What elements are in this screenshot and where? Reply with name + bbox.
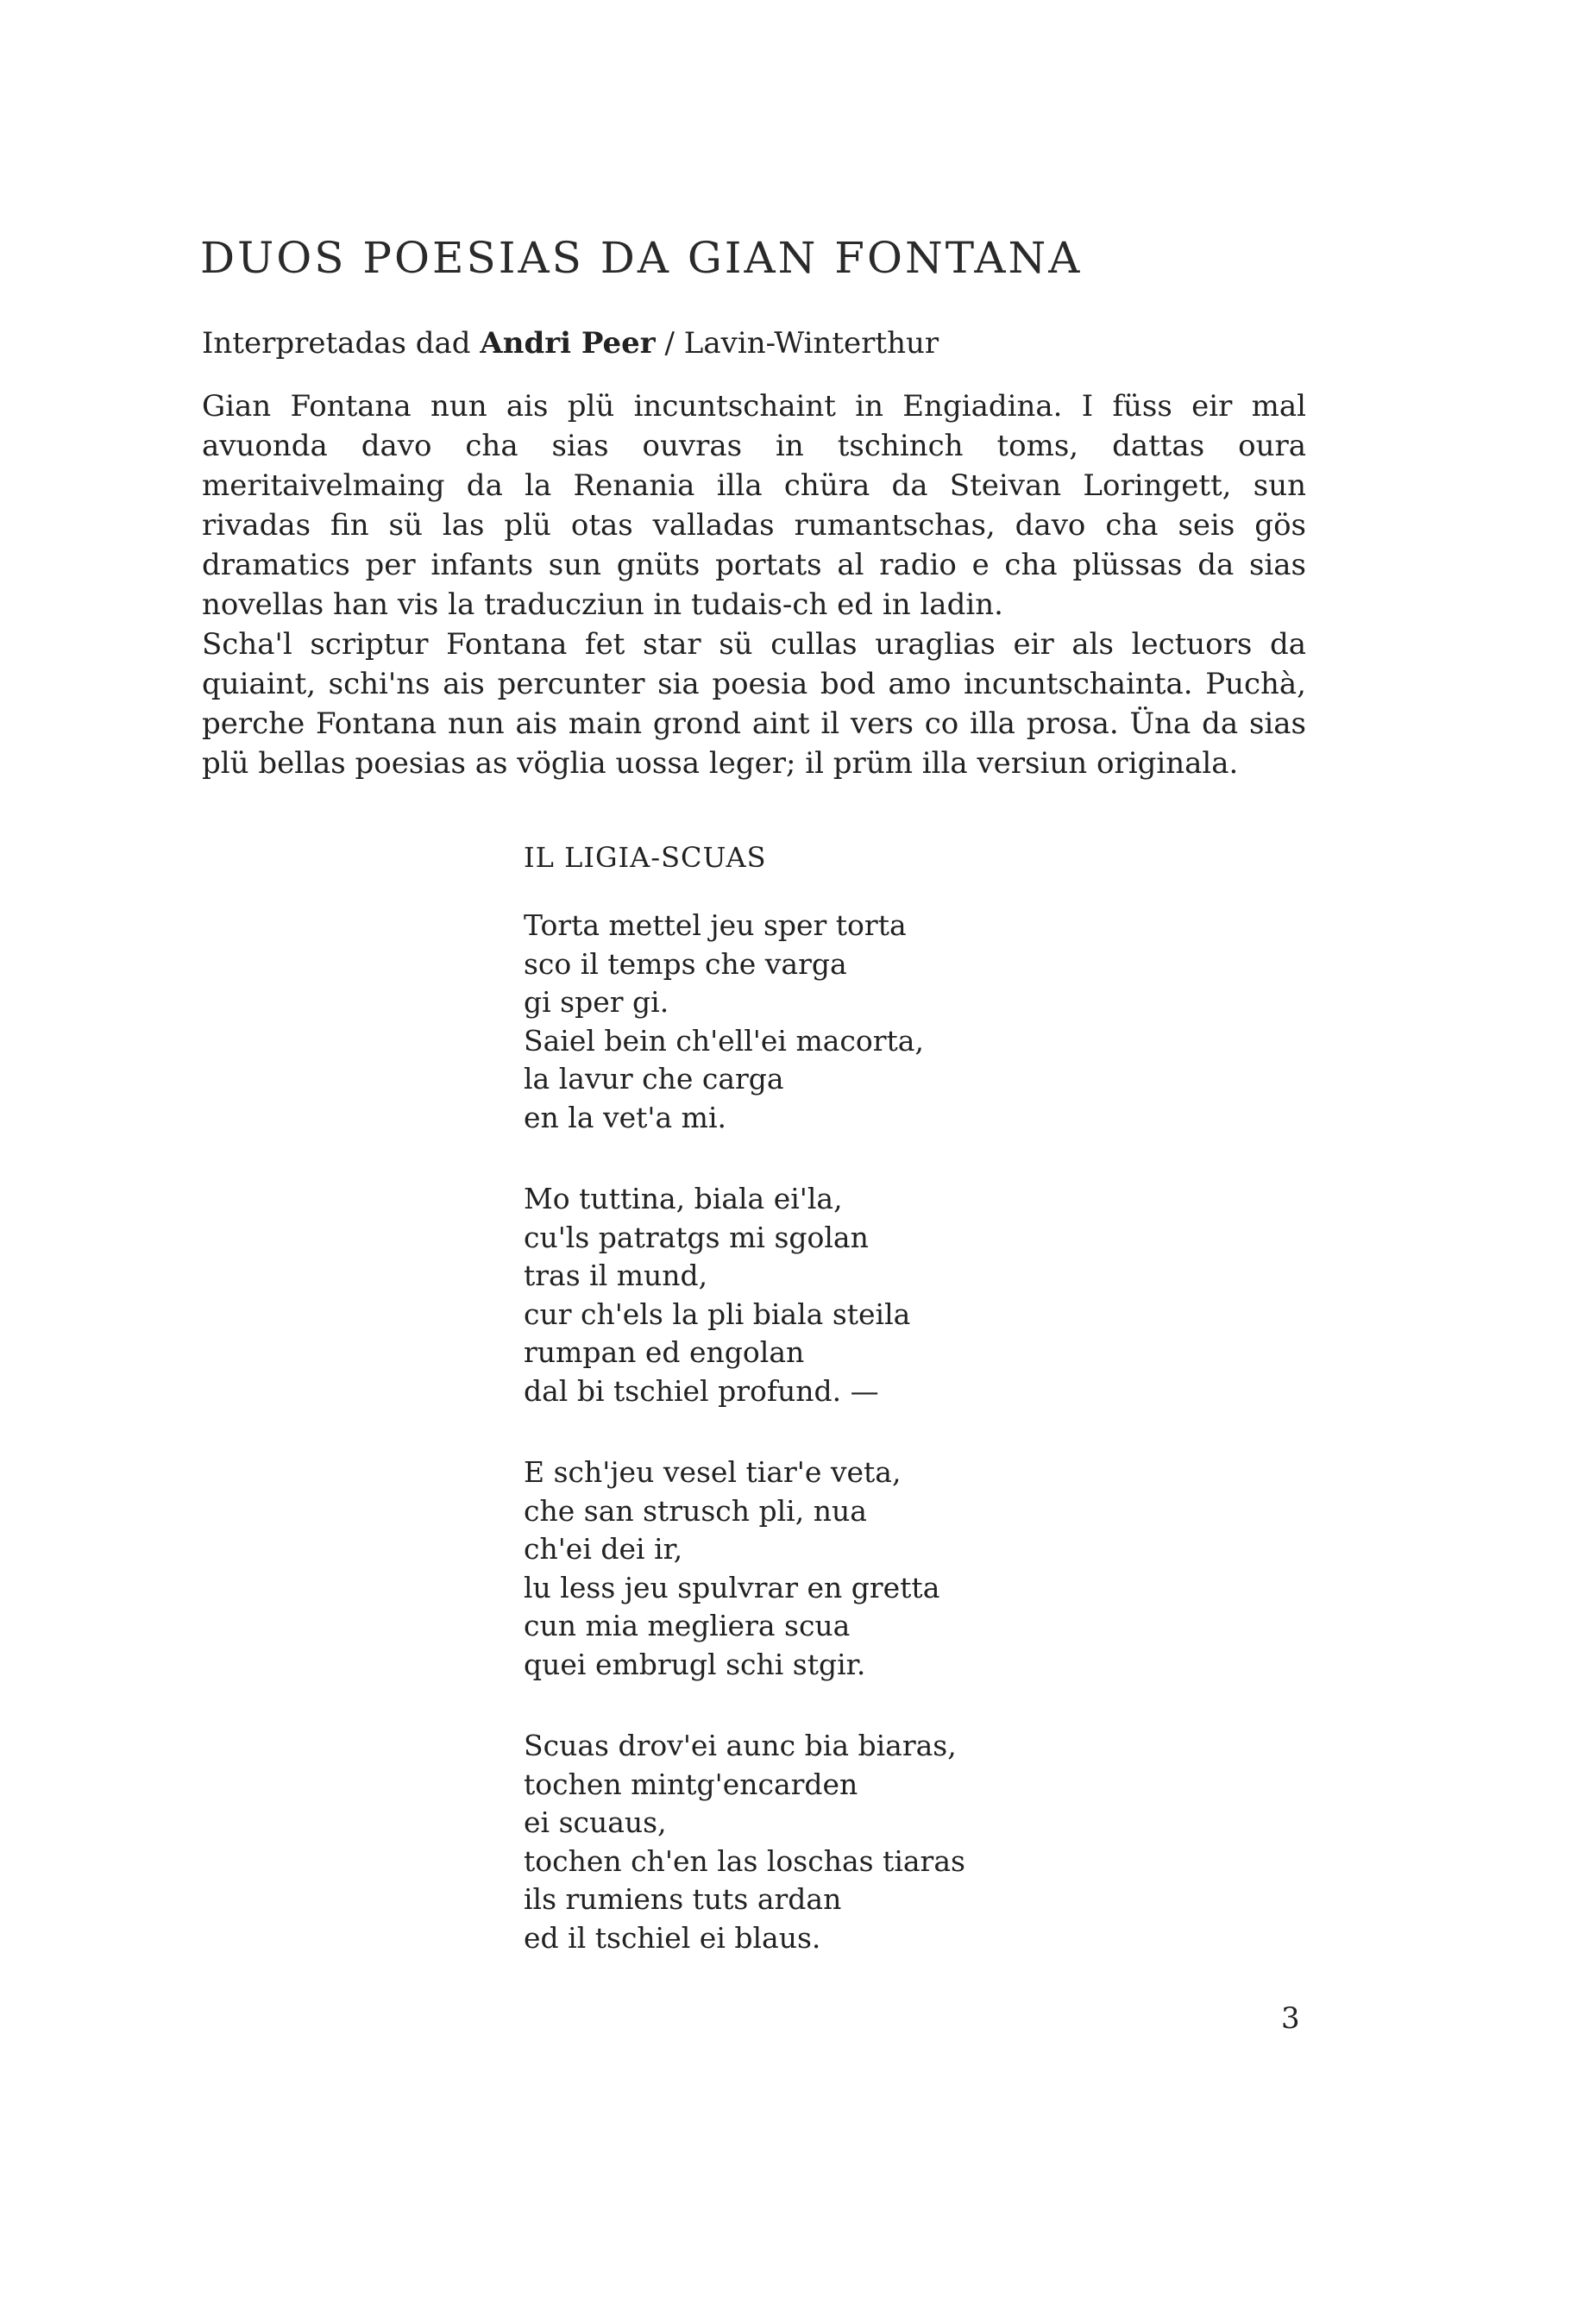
poem-stanza bbox=[524, 1180, 1128, 1410]
article-title: DUOS POESIAS DA GIAN FONTANA bbox=[200, 233, 1083, 283]
poem-title: IL LIGIA-SCUAS bbox=[524, 841, 767, 874]
poem-stanza bbox=[524, 1727, 1128, 1957]
poem-line: tras il mund, bbox=[524, 1259, 708, 1292]
poem-line: ils rumiens tuts ardan bbox=[524, 1882, 842, 1916]
intro-paragraph: Gian Fontana nun ais plü incuntschaint in Engiadina. I füss eir mal avuonda davo cha sias ouvras in tschinch toms, dattas oura meritaivelmaing da la Renania illa chüra da Steivan Loringett, sun rivadas fin sü las plü otas valladas rumantschas, davo cha seis gös dramatics per infants sun gnüts portats al radio e cha plüssas da sias novellas han vis la traducziun in tudais-ch ed in ladin. bbox=[202, 389, 1306, 622]
byline bbox=[202, 326, 939, 361]
poem-line: ch'ei dei ir, bbox=[524, 1532, 683, 1566]
poem-line: sco il temps che varga bbox=[524, 946, 847, 981]
poem-line: dal bi tschiel profund. — bbox=[524, 1373, 879, 1408]
poem-line: Torta mettel jeu sper torta bbox=[524, 908, 907, 942]
poem-line: la lavur che carga bbox=[524, 1062, 784, 1096]
byline-prefix: Interpretadas dad bbox=[202, 326, 471, 361]
poem-line: cu'ls patratgs mi sgolan bbox=[524, 1220, 869, 1254]
poem-line: cun mia megliera scua bbox=[524, 1609, 851, 1642]
poem-line: ed il tschiel ei blaus. bbox=[524, 1920, 821, 1955]
poem-line: en la vet'a mi. bbox=[524, 1100, 726, 1134]
poem-line: Scuas drov'ei aunc bia biaras, bbox=[524, 1729, 957, 1762]
poem-line: rumpan ed engolan bbox=[524, 1335, 805, 1369]
poem-line: Saiel bein ch'ell'ei macorta, bbox=[524, 1023, 924, 1058]
poem-stanza bbox=[524, 907, 1128, 1137]
page-number: 3 bbox=[1281, 2001, 1300, 2036]
poem-line: lu less jeu spulvrar en gretta bbox=[524, 1570, 940, 1604]
poem-line: gi sper gi. bbox=[524, 985, 669, 1019]
poem-line: tochen ch'en las loschas tiaras bbox=[524, 1843, 965, 1878]
byline-author: Andri Peer bbox=[480, 326, 656, 361]
poem-line: tochen mintg'encarden bbox=[524, 1767, 858, 1801]
byline-suffix: / Lavin-Winterthur bbox=[664, 326, 939, 361]
poem-line: ei scuaus, bbox=[524, 1805, 667, 1839]
poem-line: quei embrugl schi stgir. bbox=[524, 1647, 866, 1681]
poem bbox=[524, 841, 1128, 2000]
poem-line: che san strusch pli, nua bbox=[524, 1493, 867, 1528]
poem-line: Mo tuttina, biala ei'la, bbox=[524, 1182, 843, 1215]
intro-paragraph: Scha'l scriptur Fontana fet star sü cullas uraglias eir als lectuors da quiaint, schi'ns ais percunter sia poesia bod amo incuntschainta. Puchà, perche Fontana nun ais main grond aint il vers co illa prosa. Üna da sias plü bellas poesias as vöglia uossa leger; il prüm illa versiun originala. bbox=[202, 627, 1306, 781]
poem-line: cur ch'els la pli biala steila bbox=[524, 1297, 911, 1331]
poem-line: E sch'jeu vesel tiar'e veta, bbox=[524, 1455, 902, 1489]
poem-stanza bbox=[524, 1454, 1128, 1684]
intro-text bbox=[202, 386, 1306, 783]
